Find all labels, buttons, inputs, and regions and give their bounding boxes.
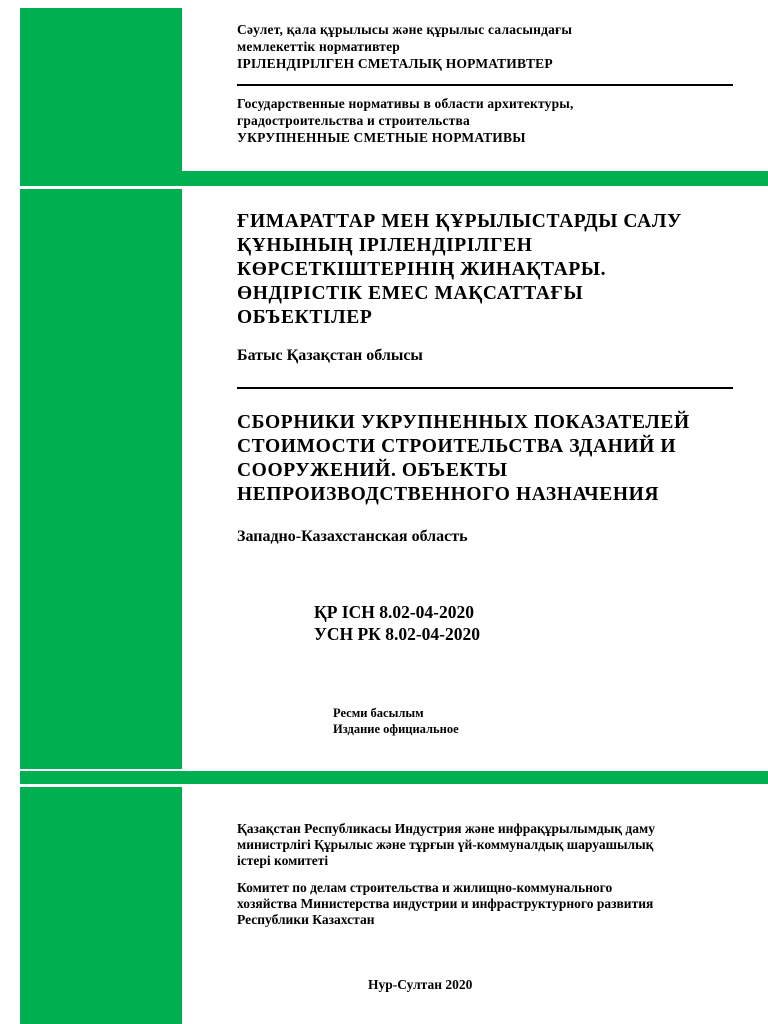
- title-kz-line-3: КӨРСЕТКІШТЕРІНІҢ ЖИНАҚТАРЫ.: [237, 259, 607, 280]
- green-panel-bottom: [20, 787, 182, 1024]
- publisher-ru-line-1: Комитет по делам строительства и жилищно-коммунального: [237, 880, 613, 895]
- city-year: Нур-Султан 2020: [368, 977, 473, 992]
- divider-1: [237, 84, 733, 86]
- title-kz-line-5: ОБЪЕКТІЛЕР: [237, 307, 373, 328]
- header-kz-line-2: мемлекеттік нормативтер: [237, 39, 400, 54]
- green-band-top: [20, 171, 768, 186]
- header-kz-line-1: Сәулет, қала құрылысы және құрылыс саласындағы: [237, 22, 573, 37]
- publication-notice: [333, 705, 459, 737]
- title-kz-line-1: ҒИМАРАТТАР МЕН ҚҰРЫЛЫСТАРДЫ САЛУ: [237, 211, 682, 232]
- region-kz: Батыс Қазақстан облысы: [237, 347, 423, 364]
- publisher-kz-line-3: істері комитеті: [237, 853, 329, 868]
- code-ru: УСН РК 8.02-04-2020: [314, 624, 481, 644]
- publisher-ru-line-2: хозяйства Министерства индустрии и инфраструктурного развития: [237, 896, 654, 911]
- title-kz-line-4: ӨНДІРІСТІК ЕМЕС МАҚСАТТАҒЫ: [237, 283, 584, 304]
- title-ru-line-1: СБОРНИКИ УКРУПНЕННЫХ ПОКАЗАТЕЛЕЙ: [237, 412, 690, 433]
- title-kz-line-2: ҚҰНЫНЫҢ ІРІЛЕНДІРІЛГЕН: [237, 235, 533, 256]
- header-ru-line-2: градостроительства и строительства: [237, 113, 470, 128]
- document-codes: [314, 601, 480, 645]
- title-ru-line-4: НЕПРОИЗВОДСТВЕННОГО НАЗНАЧЕНИЯ: [237, 484, 660, 505]
- publisher-kz-line-2: министрлігі Құрылыс және тұрғын үй-коммуналдық шаруашылық: [237, 837, 654, 852]
- header-ru-line-3: УКРУПНЕННЫЕ СМЕТНЫЕ НОРМАТИВЫ: [237, 130, 526, 145]
- title-ru-line-2: СТОИМОСТИ СТРОИТЕЛЬСТВА ЗДАНИЙ И: [237, 436, 677, 457]
- title-kz: [237, 210, 682, 330]
- green-band-bottom: [20, 771, 768, 784]
- publisher-ru-line-3: Республики Казахстан: [237, 912, 375, 927]
- green-panel-middle: [20, 189, 182, 769]
- code-kz: ҚР ІСН 8.02-04-2020: [314, 602, 474, 622]
- header-ru: [237, 95, 574, 146]
- green-panel-top: [20, 8, 182, 186]
- region-ru: Западно-Казахстанская область: [237, 528, 468, 545]
- header-kz-line-3: ІРІЛЕНДІРІЛГЕН СМЕТАЛЫҚ НОРМАТИВТЕР: [237, 56, 553, 71]
- divider-2: [237, 387, 733, 389]
- publisher-ru: [237, 880, 653, 928]
- title-ru-line-3: СООРУЖЕНИЙ. ОБЪЕКТЫ: [237, 460, 508, 481]
- header-kz: [237, 21, 572, 72]
- header-ru-line-1: Государственные нормативы в области архитектуры,: [237, 96, 574, 111]
- publication-kz: Ресми басылым: [333, 706, 424, 720]
- publisher-kz-line-1: Қазақстан Республикасы Индустрия және инфрақұрылымдық даму: [237, 821, 655, 836]
- publisher-kz: [237, 821, 655, 869]
- title-ru: [237, 411, 690, 507]
- publication-ru: Издание официальное: [333, 722, 459, 736]
